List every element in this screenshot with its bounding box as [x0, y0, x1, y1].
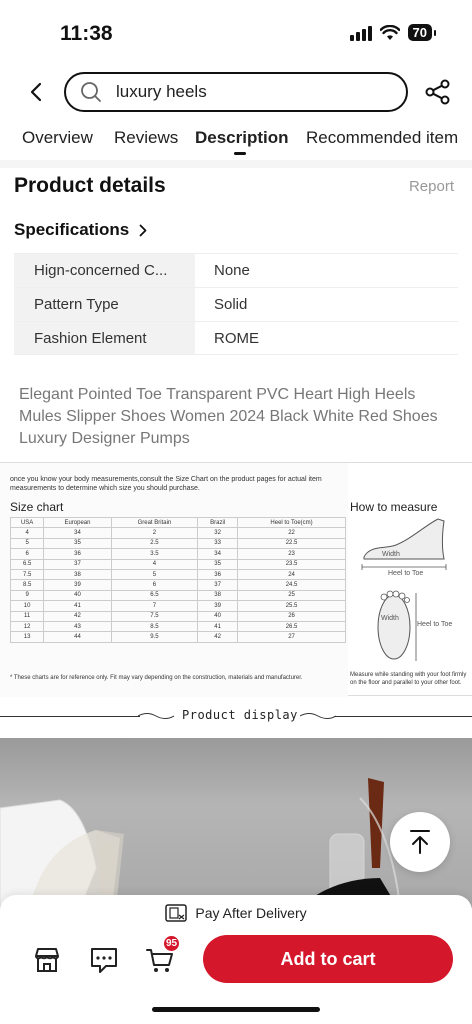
tab-overview[interactable]: Overview [22, 128, 93, 147]
status-time: 11:38 [60, 22, 113, 45]
product-description: Elegant Pointed Toe Transparent PVC Heart High Heels Mules Slipper Shoes Women 2024 Black White Red Shoes Luxury Designer Pumps [19, 386, 438, 447]
size-chart-row [11, 538, 346, 548]
scroll-to-top-button[interactable] [390, 812, 450, 872]
add-to-cart-button[interactable]: Add to cart [203, 935, 453, 983]
size-chart-cell: 23.5 [238, 559, 346, 569]
chat-icon[interactable] [89, 945, 119, 975]
size-chart-note: once you know your body measurements,consult the Size Chart on the product pages for actual item measurements to determine which size you should purchase. [10, 476, 322, 492]
pay-after-delivery-text: Pay After Delivery [195, 905, 307, 921]
size-chart-cell: 42 [198, 632, 238, 642]
size-chart-cell: 2 [111, 528, 198, 538]
size-chart-table [10, 517, 346, 643]
search-input[interactable] [64, 72, 408, 112]
size-chart-cell: 39 [44, 580, 111, 590]
payment-icon [165, 904, 187, 922]
signal-icon [350, 25, 372, 41]
specifications-header[interactable] [14, 220, 147, 240]
spec-row [14, 287, 458, 321]
size-chart-cell: 25 [238, 590, 346, 600]
section-divider [0, 160, 472, 168]
size-chart-cell: 42 [44, 611, 111, 621]
specifications-table [14, 253, 458, 355]
size-chart-cell: 8.5 [111, 621, 198, 631]
active-tab-indicator [234, 152, 246, 155]
heel-to-toe-label-side: Heel to Toe [388, 570, 424, 577]
size-chart-row [11, 569, 346, 579]
search-query: luxury heels [116, 82, 207, 101]
spec-value: None [214, 262, 250, 279]
size-chart-cell: 41 [198, 621, 238, 631]
size-chart-cell: 10 [11, 601, 44, 611]
size-chart-cell: 22.5 [238, 538, 346, 548]
size-chart-cell: 7.5 [111, 611, 198, 621]
tab-reviews[interactable]: Reviews [114, 128, 179, 147]
product-display-divider [0, 706, 472, 726]
back-button[interactable] [22, 78, 50, 106]
size-chart-cell: 36 [198, 569, 238, 579]
size-chart-cell: 6.5 [111, 590, 198, 600]
size-chart-cell: 7.5 [11, 569, 44, 579]
size-chart-cell: 35 [44, 538, 111, 548]
spec-key: Fashion Element [14, 322, 195, 354]
size-chart-cell: 3.5 [111, 549, 198, 559]
size-chart-cell: 6 [11, 549, 44, 559]
how-to-measure-note: Measure while standing with your foot firmly on the floor and parallel to your other foot. [350, 672, 467, 686]
spec-value: Solid [214, 296, 248, 313]
search-icon [80, 81, 102, 103]
size-chart-cell: 39 [198, 601, 238, 611]
spec-row [14, 253, 458, 287]
size-chart-cell: 35 [198, 559, 238, 569]
size-chart-cell: 2.5 [111, 538, 198, 548]
size-chart-cell: 33 [198, 538, 238, 548]
status-icons [350, 24, 432, 41]
bottom-action-bar [0, 895, 472, 1024]
size-chart-cell: 32 [198, 528, 238, 538]
size-chart-image [0, 462, 472, 696]
size-chart-cell: 38 [44, 569, 111, 579]
size-chart-cell: 24 [238, 569, 346, 579]
size-chart-column-header: Heel to Toe(cm) [238, 518, 346, 528]
size-chart-cell: 43 [44, 621, 111, 631]
ornament-right-icon [300, 711, 336, 721]
size-chart-cell: 5 [111, 569, 198, 579]
size-chart-column-header: European [44, 518, 111, 528]
pay-after-delivery-banner [0, 904, 472, 922]
chevron-left-icon [29, 82, 43, 102]
size-chart-row [11, 621, 346, 631]
product-details-title: Product details [14, 174, 166, 197]
size-chart-column-header: Great Britain [111, 518, 198, 528]
size-chart-cell: 44 [44, 632, 111, 642]
size-chart-footnote: * These charts are for reference only. Fit may vary depending on the construction, materials and manufacturer. [10, 675, 303, 681]
store-icon[interactable] [32, 945, 62, 975]
size-chart-cell: 6 [111, 580, 198, 590]
tab-recommended-items[interactable]: Recommended item [306, 128, 459, 147]
size-chart-cell: 40 [44, 590, 111, 600]
size-chart-row [11, 549, 346, 559]
size-chart-cell: 22 [238, 528, 346, 538]
size-chart-row [11, 632, 346, 642]
ornament-left-icon [138, 711, 174, 721]
spec-key: Pattern Type [14, 288, 195, 321]
size-chart-row [11, 559, 346, 569]
how-to-measure-title: How to measure [350, 500, 438, 514]
size-chart-cell: 36 [44, 549, 111, 559]
size-chart-row [11, 601, 346, 611]
product-display-label: Product display [182, 708, 298, 722]
heel-to-toe-label-top: Heel to Toe [417, 621, 453, 628]
specifications-title: Specifications [14, 220, 130, 239]
size-chart-cell: 11 [11, 611, 44, 621]
status-bar [0, 0, 472, 64]
cart-count-badge: 95 [163, 935, 180, 952]
size-chart-cell: 4 [111, 559, 198, 569]
search-row [0, 70, 472, 114]
arrow-up-icon [408, 829, 432, 855]
size-chart-cell: 25.5 [238, 601, 346, 611]
tab-bar [0, 126, 472, 160]
size-chart-column-header: USA [11, 518, 44, 528]
size-chart-row [11, 590, 346, 600]
size-chart-cell: 41 [44, 601, 111, 611]
size-chart-row [11, 528, 346, 538]
size-chart-title: Size chart [10, 500, 64, 514]
size-chart-cell: 13 [11, 632, 44, 642]
product-details-header [14, 174, 458, 200]
size-chart-column-header: Brazil [198, 518, 238, 528]
size-chart-cell: 7 [111, 601, 198, 611]
tab-description[interactable]: Description [195, 128, 289, 147]
chevron-right-icon [139, 224, 147, 237]
spec-key: Hign-concerned C... [14, 254, 195, 287]
size-chart-cell: 27 [238, 632, 346, 642]
width-label-top: Width [381, 615, 399, 622]
battery-icon: 70 [408, 24, 432, 41]
divider-line [0, 716, 140, 717]
size-chart-cell: 9 [11, 590, 44, 600]
size-chart-cell: 8.5 [11, 580, 44, 590]
size-chart-cell: 26 [238, 611, 346, 621]
report-link[interactable]: Report [408, 178, 454, 195]
size-chart-header-row [11, 518, 346, 528]
size-chart-cell: 26.5 [238, 621, 346, 631]
size-chart-cell: 34 [44, 528, 111, 538]
size-chart-row [11, 580, 346, 590]
size-chart-cell: 5 [11, 538, 44, 548]
share-icon[interactable] [424, 78, 452, 106]
wifi-icon [380, 25, 400, 41]
size-chart-cell: 23 [238, 549, 346, 559]
spec-row [14, 321, 458, 355]
size-chart-cell: 37 [44, 559, 111, 569]
size-chart-cell: 9.5 [111, 632, 198, 642]
size-chart-cell: 40 [198, 611, 238, 621]
size-chart-cell: 38 [198, 590, 238, 600]
size-chart-row [11, 611, 346, 621]
size-chart-cell: 37 [198, 580, 238, 590]
home-indicator [152, 1007, 320, 1012]
size-chart-cell: 4 [11, 528, 44, 538]
width-label-side: Width [382, 551, 400, 558]
spec-value: ROME [214, 329, 259, 347]
size-chart-cell: 6.5 [11, 559, 44, 569]
size-chart-cell: 34 [198, 549, 238, 559]
divider-line [334, 716, 472, 717]
size-chart-cell: 12 [11, 621, 44, 631]
size-chart-cell: 24.5 [238, 580, 346, 590]
